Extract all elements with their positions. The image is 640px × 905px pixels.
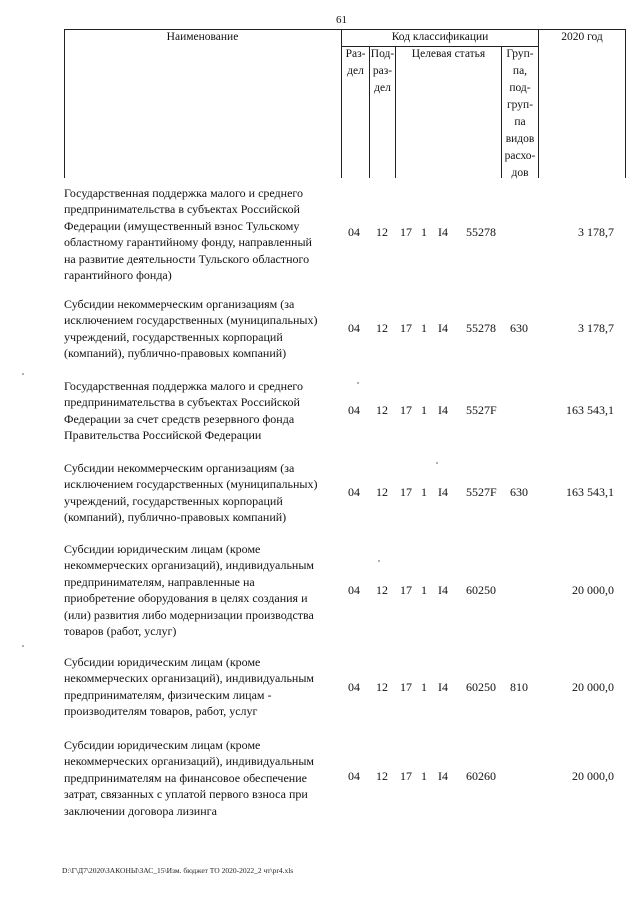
row-sum: 163 543,1 [566, 403, 614, 417]
row-podrazdel: 12 [376, 485, 388, 499]
row-razdel: 04 [348, 321, 360, 335]
row-target-project: I4 [438, 769, 448, 783]
row-sum: 20 000,0 [572, 583, 614, 597]
row-razdel: 04 [348, 225, 360, 239]
row-target-project: I4 [438, 403, 448, 417]
row-target-project: I4 [438, 321, 448, 335]
row-target-program: 17 [400, 583, 412, 597]
row-target-program: 17 [400, 680, 412, 694]
row-target-program: 17 [400, 403, 412, 417]
row-target-subprogram: 1 [421, 769, 427, 783]
row-target-program: 17 [400, 485, 412, 499]
row-target-direction: 60250 [466, 680, 496, 694]
row-target-subprogram: 1 [421, 225, 427, 239]
row-sum: 163 543,1 [566, 485, 614, 499]
row-target-direction: 55278 [466, 225, 496, 239]
row-target-subprogram: 1 [421, 485, 427, 499]
row-podrazdel: 12 [376, 769, 388, 783]
row-podrazdel: 12 [376, 583, 388, 597]
scan-speck [22, 373, 24, 375]
row-target-program: 17 [400, 321, 412, 335]
row-name: Субсидии юридическим лицам (кроме некоммерческих организаций), индивидуальным предпринимателям, физическим лицам - производителям товаров, работ, услуг [64, 655, 314, 719]
row-razdel: 04 [348, 485, 360, 499]
row-target-program: 17 [400, 225, 412, 239]
header-razdel: Раз- дел [345, 48, 366, 77]
row-target-subprogram: 1 [421, 403, 427, 417]
row-sum: 20 000,0 [572, 680, 614, 694]
row-sum: 20 000,0 [572, 769, 614, 783]
header-classification: Код классификации [391, 31, 489, 43]
row-target-project: I4 [438, 583, 448, 597]
scan-speck [357, 382, 359, 384]
row-name: Государственная поддержка малого и среднего предпринимательства в субъектах Российской Федерации (имущественный взнос Тульскому областному гарантийному фонду, направленный на развитие деятельности Тульского областного гарантийного фонда) [64, 186, 312, 283]
row-name: Государственная поддержка малого и среднего предпринимательства в субъектах Российской Федерации за счет средств резервного фонда Правительства Российской Федерации [64, 379, 304, 443]
row-target-project: I4 [438, 680, 448, 694]
row-razdel: 04 [348, 583, 360, 597]
header-podrazdel: Под- раз- дел [370, 48, 395, 94]
row-vid: 630 [510, 485, 528, 499]
header-year: 2020 год [561, 31, 603, 43]
row-name: Субсидии некоммерческим организациям (за исключением государственных (муниципальных) учреждений, государственных корпораций (компаний), публично-правовых компаний) [64, 297, 318, 361]
row-vid: 630 [510, 321, 528, 335]
row-podrazdel: 12 [376, 225, 388, 239]
row-podrazdel: 12 [376, 321, 388, 335]
row-target-subprogram: 1 [421, 583, 427, 597]
row-target-direction: 60260 [466, 769, 496, 783]
row-sum: 3 178,7 [578, 225, 614, 239]
row-razdel: 04 [348, 769, 360, 783]
row-razdel: 04 [348, 680, 360, 694]
row-target-project: I4 [438, 485, 448, 499]
header-name: Наименование [166, 31, 239, 43]
table-header [64, 29, 626, 178]
row-vid: 810 [510, 680, 528, 694]
page-number: 61 [336, 14, 347, 26]
row-name: Субсидии юридическим лицам (кроме некоммерческих организаций), индивидуальным предпринимателям на финансовое обеспечение затрат, связанных с уплатой первого взноса при заключении договора лизинга [64, 738, 314, 818]
row-podrazdel: 12 [376, 680, 388, 694]
row-name: Субсидии юридическим лицам (кроме некоммерческих организаций), индивидуальным предпринимателям, направленные на приобретение оборудования в целях создания и (или) развития либо модернизации производства товаров (работ, услуг) [64, 542, 314, 639]
row-target-direction: 60250 [466, 583, 496, 597]
scan-speck [378, 560, 380, 562]
row-target-direction: 55278 [466, 321, 496, 335]
header-group: Груп- па, под- груп- па видов расхо- дов [504, 48, 536, 179]
row-target-direction: 5527F [466, 403, 497, 417]
row-target-project: I4 [438, 225, 448, 239]
row-sum: 3 178,7 [578, 321, 614, 335]
row-razdel: 04 [348, 403, 360, 417]
row-target-direction: 5527F [466, 485, 497, 499]
row-podrazdel: 12 [376, 403, 388, 417]
row-name: Субсидии некоммерческим организациям (за исключением государственных (муниципальных) учреждений, государственных корпораций (компаний), публично-правовых компаний) [64, 461, 318, 525]
row-target-subprogram: 1 [421, 321, 427, 335]
row-target-subprogram: 1 [421, 680, 427, 694]
scan-speck [22, 645, 24, 647]
row-target-program: 17 [400, 769, 412, 783]
header-target: Целевая статья [411, 48, 486, 60]
footer-file-path: D:\Г\Д7\2020\ЗАКОНЫ\ЗАС_15\Изм. бюджет ТО 2020-2022_2 чт\pr4.xls [62, 866, 294, 875]
scan-speck [436, 462, 438, 464]
